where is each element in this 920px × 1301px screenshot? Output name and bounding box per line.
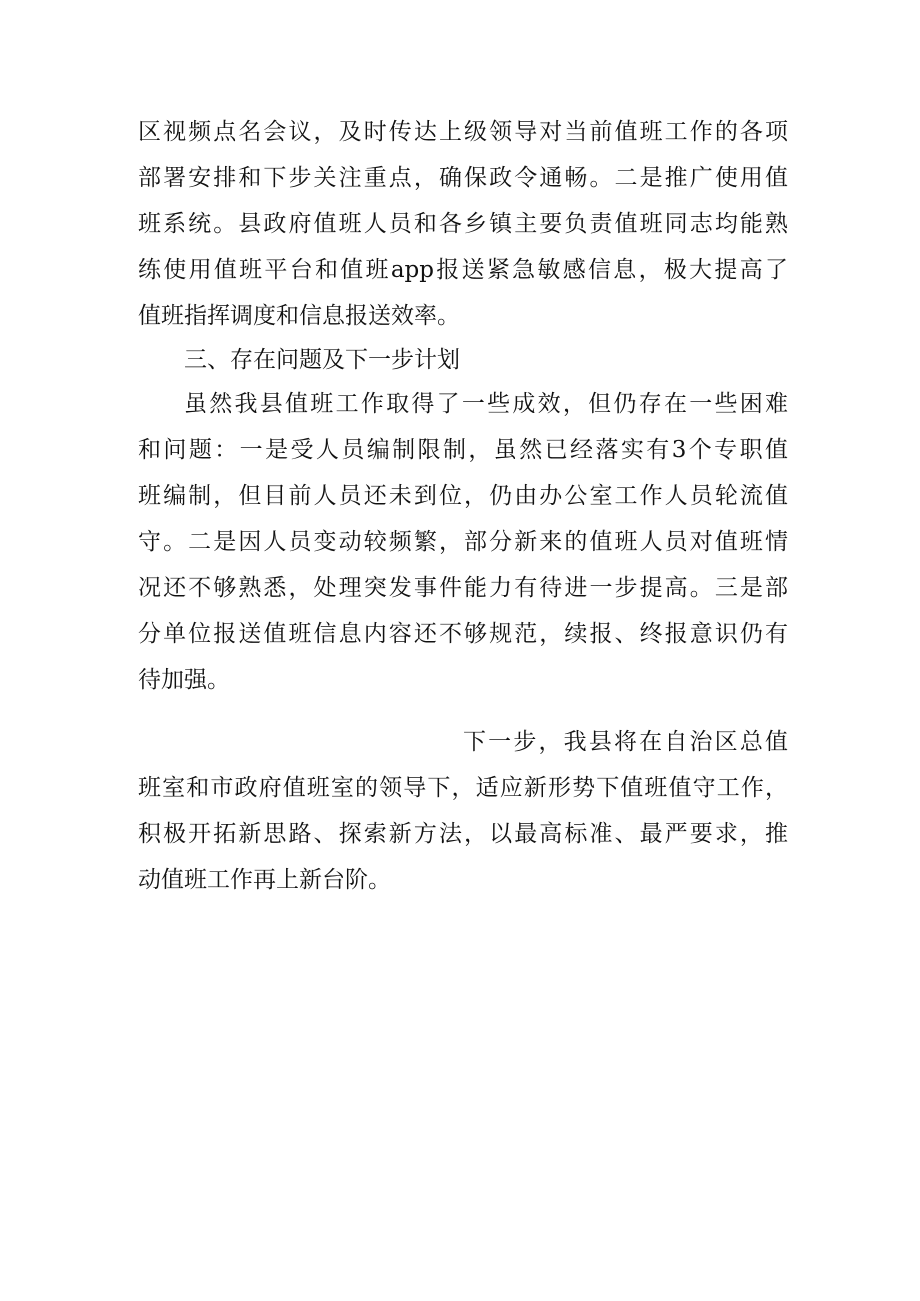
section-heading: 三、存在问题及下一步计划 (184, 347, 460, 373)
paragraph-1-line-5: 值班指挥调度和信息报送效率。 (138, 303, 460, 329)
paragraph-2-line-1: 虽然我县值班工作取得了一些成效，但仍存在一些困难 (184, 391, 788, 417)
paragraph-2-line-5: 况还不够熟悉，处理突发事件能力有待进一步提高。三是部 (138, 575, 788, 601)
paragraph-1-line-3: 班系统。县政府值班人员和各乡镇主要负责值班同志均能熟 (138, 211, 788, 237)
paragraph-2-line-4: 守。二是因人员变动较频繁，部分新来的值班人员对值班情 (138, 529, 788, 555)
paragraph-1-line-1: 区视频点名会议，及时传达上级领导对当前值班工作的各项 (138, 119, 788, 145)
paragraph-2-line-7: 待加强。 (138, 667, 230, 693)
paragraph-3-line-2: 班室和市政府值班室的领导下，适应新形势下值班值守工作， (138, 775, 788, 801)
paragraph-2-line-2: 和问题：一是受人员编制限制，虽然已经落实有3个专职值 (138, 437, 788, 463)
paragraph-1-line-4: 练使用值班平台和值班app报送紧急敏感信息，极大提高了 (138, 257, 788, 283)
paragraph-1-line-2: 部署安排和下步关注重点，确保政令通畅。二是推广使用值 (138, 165, 788, 191)
paragraph-3-line-1: 下一步，我县将在自治区总值 (463, 729, 788, 755)
paragraph-2-line-6: 分单位报送值班信息内容还不够规范，续报、终报意识仍有 (138, 621, 788, 647)
paragraph-3-line-4: 动值班工作再上新台阶。 (138, 867, 391, 893)
paragraph-3-line-3: 积极开拓新思路、探索新方法，以最高标准、最严要求，推 (138, 821, 788, 847)
paragraph-2-line-3: 班编制，但目前人员还未到位，仍由办公室工作人员轮流值 (138, 483, 788, 509)
